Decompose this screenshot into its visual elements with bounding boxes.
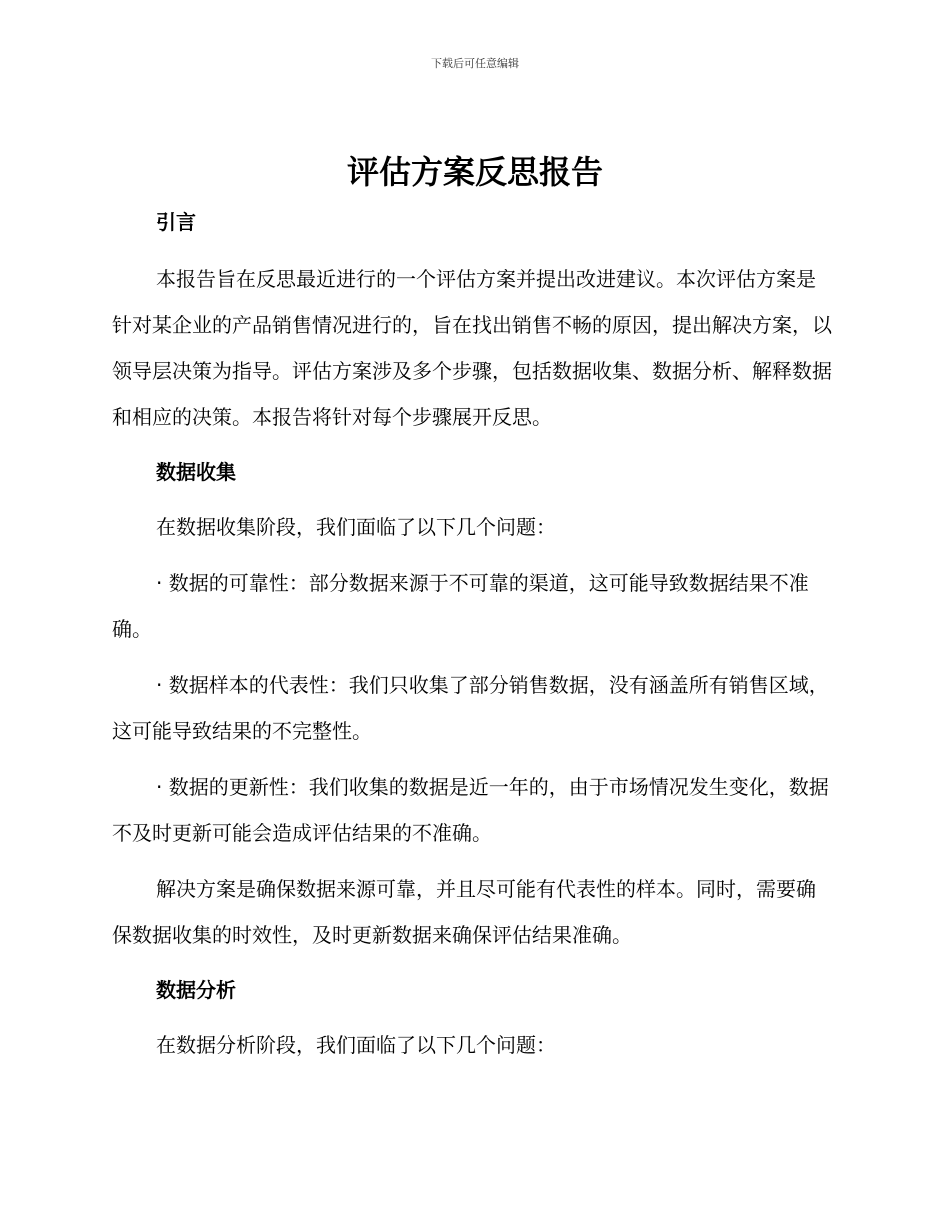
intro-paragraph: 本报告旨在反思最近进行的一个评估方案并提出改进建议。本次评估方案是针对某企业的产品销售情况进行的，旨在找出销售不畅的原因，提出解决方案，以领导层决策为指导。评估方案涉及多个步骤，包括数据收集、数据分析、解释数据和相应的决策。本报告将针对每个步骤展开反思。 xyxy=(112,267,832,429)
analysis-intro: 在数据分析阶段，我们面临了以下几个问题： xyxy=(156,1033,556,1057)
collection-item-timeliness: · 数据的更新性：我们收集的数据是近一年的，由于市场情况发生变化，数据不及时更新可能会造成评估结果的不准确。 xyxy=(112,775,829,845)
section-heading-data-analysis: 数据分析 xyxy=(156,978,236,1002)
document-title: 评估方案反思报告 xyxy=(346,153,603,191)
collection-intro: 在数据收集阶段，我们面临了以下几个问题： xyxy=(156,515,556,539)
document-body xyxy=(112,200,834,1068)
section-heading-data-collection: 数据收集 xyxy=(156,460,236,484)
collection-item-representativeness: · 数据样本的代表性：我们只收集了部分销售数据，没有涵盖所有销售区域，这可能导致结果的不完整性。 xyxy=(112,673,829,743)
collection-item-reliability: · 数据的可靠性：部分数据来源于不可靠的渠道，这可能导致数据结果不准确。 xyxy=(112,571,809,641)
page-header-note: 下载后可任意编辑 xyxy=(431,57,519,70)
section-heading-intro: 引言 xyxy=(156,210,196,234)
collection-solution: 解决方案是确保数据来源可靠，并且尽可能有代表性的样本。同时，需要确保数据收集的时效性，及时更新数据来确保评估结果准确。 xyxy=(112,877,816,947)
